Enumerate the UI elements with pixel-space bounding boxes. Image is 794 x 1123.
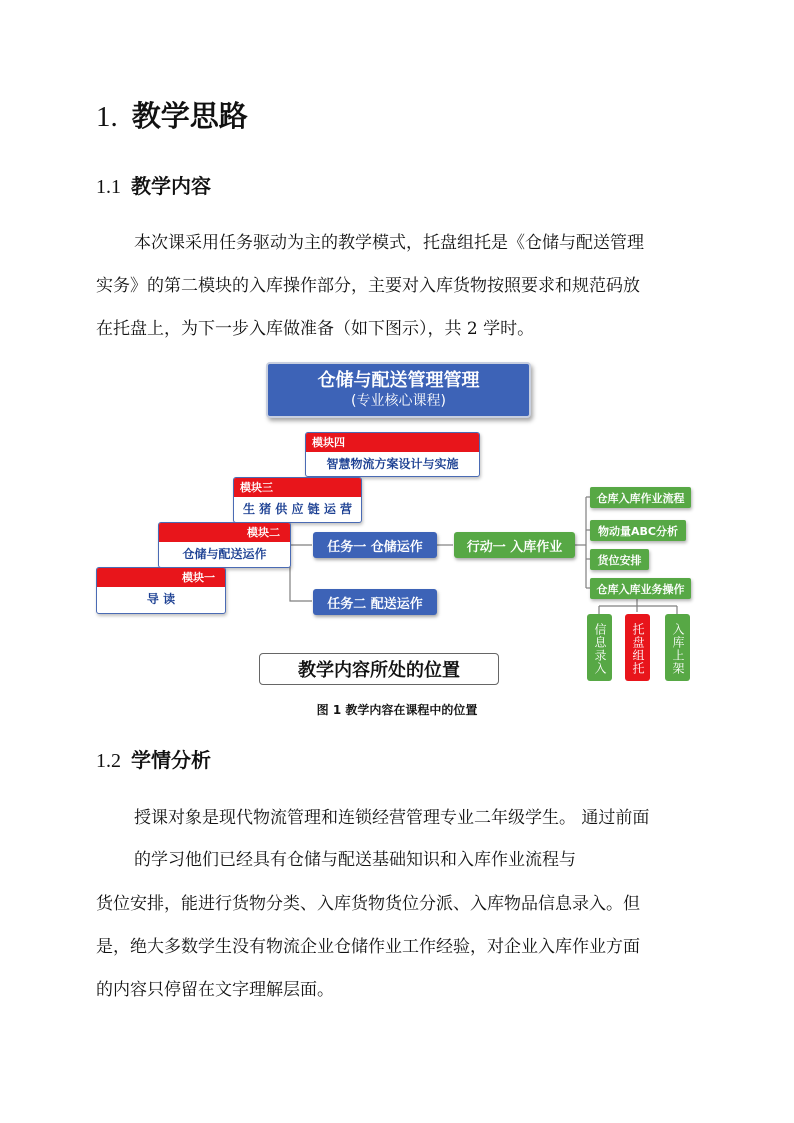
module-3-tag: 模块三 (234, 478, 361, 497)
section-2-line-5: 的内容只停留在文字理解层面。 (96, 980, 334, 1000)
task-2-box: 任务二 配送运作 (313, 589, 437, 615)
module-1-name: 导 读 (146, 592, 176, 606)
module-4-box (305, 432, 480, 477)
section-2-line-1: 授课对象是现代物流管理和连锁经营管理专业二年级学生。 通过前面 (134, 808, 650, 828)
module-2-tag: 模块二 (159, 523, 290, 542)
section-2-number: 1.2 (96, 750, 121, 772)
module-2-box (158, 522, 291, 568)
operation-4-box: 仓库入库业务操作 (590, 578, 691, 599)
section-2-heading (96, 745, 211, 776)
section-2-line-3: 货位安排，能进行货物分类、入库货物货位分派、入库物品信息录入。但 (96, 894, 640, 914)
module-4-name: 智慧物流方案设计与实施 (326, 457, 459, 471)
operation-1-box: 仓库入库作业流程 (590, 487, 691, 508)
action-1-box: 行动一 入库作业 (454, 532, 575, 558)
course-subtitle: (专业核心课程) (351, 393, 446, 409)
heading-text: 教学思路 (131, 99, 248, 133)
position-label-box: 教学内容所处的位置 (259, 653, 499, 685)
module-1-tag: 模块一 (97, 568, 225, 587)
step-3-box: 入库上架 (665, 614, 690, 681)
module-3-name: 生 猪 供 应 链 运 营 (242, 502, 353, 516)
section-2-line-4: 是，绝大多数学生没有物流企业仓储作业工作经验，对企业入库作业方面 (96, 937, 640, 957)
course-title-box (266, 362, 531, 418)
operation-2-box: 物动量ABC分析 (590, 520, 686, 541)
module-1-box (96, 567, 226, 614)
section-1-title: 教学内容 (131, 174, 211, 198)
course-title: 仓储与配送管理管理 (317, 370, 480, 391)
section-1-number: 1.1 (96, 176, 121, 198)
module-4-tag: 模块四 (306, 433, 479, 452)
section-2-line-2: 的学习他们已经具有仓储与配送基础知识和入库作业流程与 (134, 850, 576, 870)
module-2-name: 仓储与配送运作 (182, 547, 267, 561)
operation-3-box: 货位安排 (590, 549, 649, 570)
figure-caption: 图 1 教学内容在课程中的位置 (316, 703, 478, 717)
module-3-box (233, 477, 362, 523)
task-1-box: 任务一 仓储运作 (313, 532, 437, 558)
connector-module2-task2 (290, 545, 312, 601)
section-1-line-3: 在托盘上，为下一步入库做准备（如下图示），共 2 学时。 (96, 319, 535, 339)
section-1-line-1: 本次课采用任务驱动为主的教学模式，托盘组托是《仓储与配送管理 (134, 233, 644, 253)
heading-number: 1. (96, 101, 118, 133)
section-2-title: 学情分析 (131, 748, 211, 772)
section-1-line-2: 实务》的第二模块的入库操作部分，主要对入库货物按照要求和规范码放 (96, 276, 640, 296)
step-2-box: 托盘组托 (625, 614, 650, 681)
step-1-box: 信息录入 (587, 614, 612, 681)
